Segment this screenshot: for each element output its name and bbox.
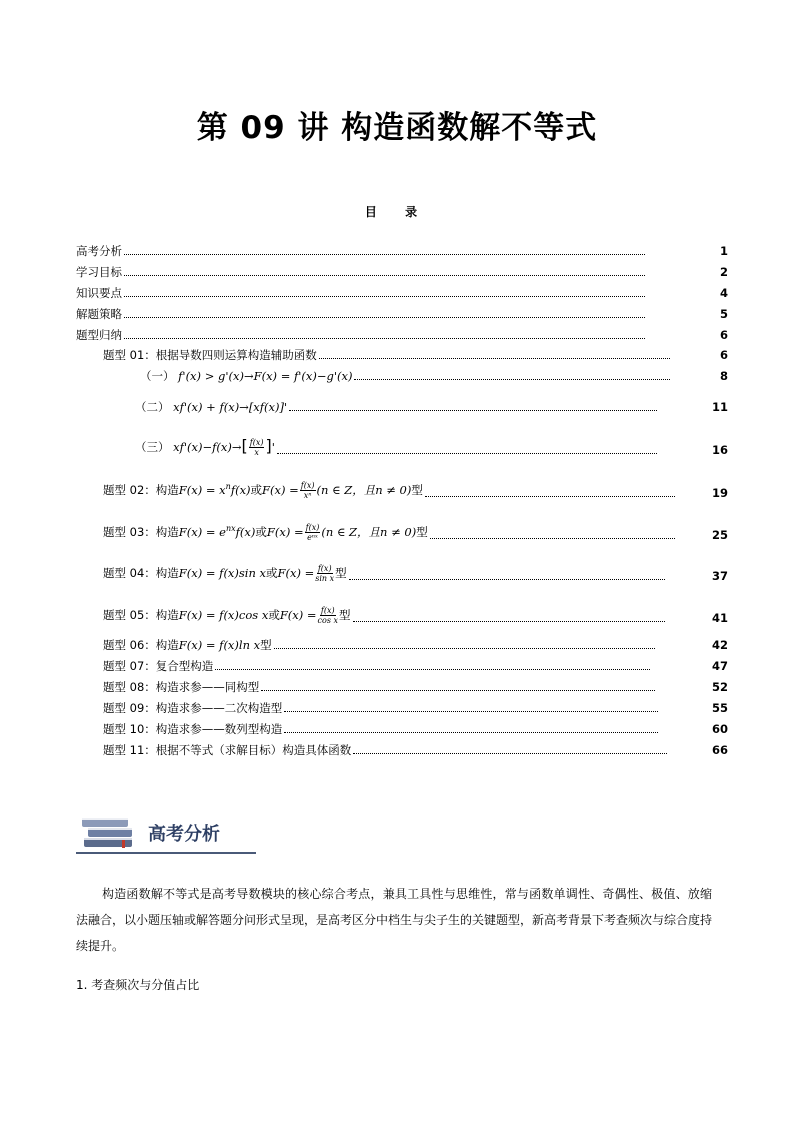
toc-entry-page: 66 (711, 743, 728, 757)
toc-entry-page: 1 (719, 244, 728, 258)
toc-entry-page: 25 (711, 527, 728, 542)
toc-entry[interactable] (103, 348, 728, 362)
toc-fraction: $\frac{f(x)}{\text{sin x}}$ (315, 564, 335, 583)
section-title: 高考分析 (148, 824, 220, 845)
toc-fraction: $\frac{f(x)}{\text{cos x}}$ (317, 606, 339, 625)
toc-entry-page: 37 (711, 569, 728, 583)
toc-entry-label: 题型归纳 (76, 328, 122, 342)
toc-fraction: $\frac{f(x)}{\text{xⁿ}}$ (300, 480, 315, 500)
toc-entry-label: 题型 08：构造求参——同构型 (103, 680, 260, 694)
toc-entry[interactable] (76, 244, 728, 258)
toc-entry-page: 6 (719, 348, 728, 362)
toc-entry-page: 42 (711, 638, 728, 652)
toc-entry-page: 60 (711, 722, 728, 736)
toc-entry-label: 题型 02：构造 (103, 482, 179, 497)
page-title: 第 09 讲 构造函数解不等式 (196, 110, 598, 146)
toc-entry-page: 55 (711, 701, 728, 715)
toc-entry[interactable]: 题型 05：构造F(x) = f(x)cos x或F(x) = $\frac{f(x)}{\text{cos x}}$ 型 41 (103, 606, 728, 625)
toc-entry-label: 学习目标 (76, 265, 122, 279)
toc-heading: 目 录 (364, 205, 430, 219)
section-header (76, 810, 256, 854)
toc-entry-page: 19 (711, 485, 728, 500)
body-paragraph: 构造函数解不等式是高考导数模块的核心综合考点，兼具工具性与思维性，常与函数单调性、奇偶性、极值、放缩法融合，以小题压轴或解答题分问形式呈现，是高考区分中档生与尖子生的关键题型，新高考背景下考查频次与综合度持续提升。 (76, 887, 713, 953)
toc-entry-label: 题型 10：构造求参——数列型构造 (103, 722, 283, 736)
toc-entry-label: 知识要点 (76, 286, 122, 300)
toc-fraction: $\frac{f(x)}{\text{eⁿˣ}}$ (305, 522, 320, 542)
toc-formula: f'(x) > g'(x)→F(x) = f'(x)−g'(x) (178, 369, 353, 383)
toc-entry-label: 题型 05：构造 (103, 608, 179, 622)
toc-entry[interactable] (103, 722, 728, 736)
toc-entry-label: 题型 01：根据导数四则运算构造辅助函数 (103, 348, 317, 362)
toc-entry-label: 解题策略 (76, 307, 122, 321)
toc-entry[interactable] (103, 701, 728, 715)
toc-entry-label: 题型 07：复合型构造 (103, 659, 214, 673)
toc-entry-page: 47 (711, 659, 728, 673)
toc-entry-page: 16 (711, 443, 728, 457)
toc-fraction: $\frac{f(x)}{x}$ (249, 438, 264, 457)
toc-entry-label: （二） (135, 400, 170, 414)
toc-formula: xf'(x)−f(x)→ (173, 440, 242, 454)
toc-entry-label: 题型 11：根据不等式（求解目标）构造具体函数 (103, 743, 352, 757)
toc-entry[interactable] (76, 328, 728, 342)
toc-entry-label: 题型 09：构造求参——二次构造型 (103, 701, 283, 715)
books-icon (78, 812, 142, 852)
toc-entry-label: 题型 03：构造 (103, 524, 179, 539)
toc-entry-page: 4 (719, 286, 728, 300)
toc-entry[interactable] (103, 680, 728, 694)
toc-formula: xf'(x) + f(x)→[xf(x)]' (173, 400, 288, 414)
toc-entry[interactable] (103, 743, 728, 757)
toc-entry[interactable] (135, 400, 728, 414)
toc-entry-label: 题型 04：构造 (103, 566, 179, 580)
toc-entry-page: 6 (719, 328, 728, 342)
toc-entry-page: 11 (711, 400, 728, 414)
toc-entry[interactable] (76, 286, 728, 300)
toc-entry-label: 题型 06：构造 (103, 638, 179, 652)
toc-entry-label: 高考分析 (76, 244, 122, 258)
toc-entry[interactable] (76, 307, 728, 321)
section-underline (76, 852, 256, 854)
toc-entry[interactable] (140, 369, 728, 383)
toc-entry-label: （三） (135, 440, 170, 454)
toc-entry[interactable] (76, 265, 728, 279)
toc-entry-page: 41 (711, 611, 728, 625)
toc-entry-label: （一） (140, 369, 175, 383)
toc-entry[interactable]: 题型 02：构造$F(x) = x^nf(x)$或F(x) = $\frac{f(x)}{\text{xⁿ}}$ (n ∈ Z，且n ≠ 0)型 19 (103, 480, 728, 500)
toc-entry[interactable]: 题型 06：构造F(x) = f(x)ln x型 42 (103, 638, 728, 652)
toc-entry[interactable] (103, 659, 728, 673)
toc-entry[interactable]: 题型 04：构造F(x) = f(x)sin x或F(x) = $\frac{f(x)}{\text{sin x}}$ 型 37 (103, 564, 728, 583)
toc-entry-page: 52 (711, 680, 728, 694)
toc-entry[interactable]: 题型 03：构造$F(x) = e^{nx}f(x)$或F(x) = $\frac{f(x)}{\text{eⁿˣ}}$ (n ∈ Z，且n ≠ 0)型 25 (103, 522, 728, 542)
list-item: 1. 考查频次与分值占比 (76, 978, 200, 992)
toc-entry[interactable]: （三） xf'(x)−f(x)→[ $\frac{f(x)}{x}$ ]' 16 (135, 436, 728, 457)
toc-entry-page: 8 (719, 369, 728, 383)
toc-entry-page: 5 (719, 307, 728, 321)
toc-entry-page: 2 (719, 265, 728, 279)
